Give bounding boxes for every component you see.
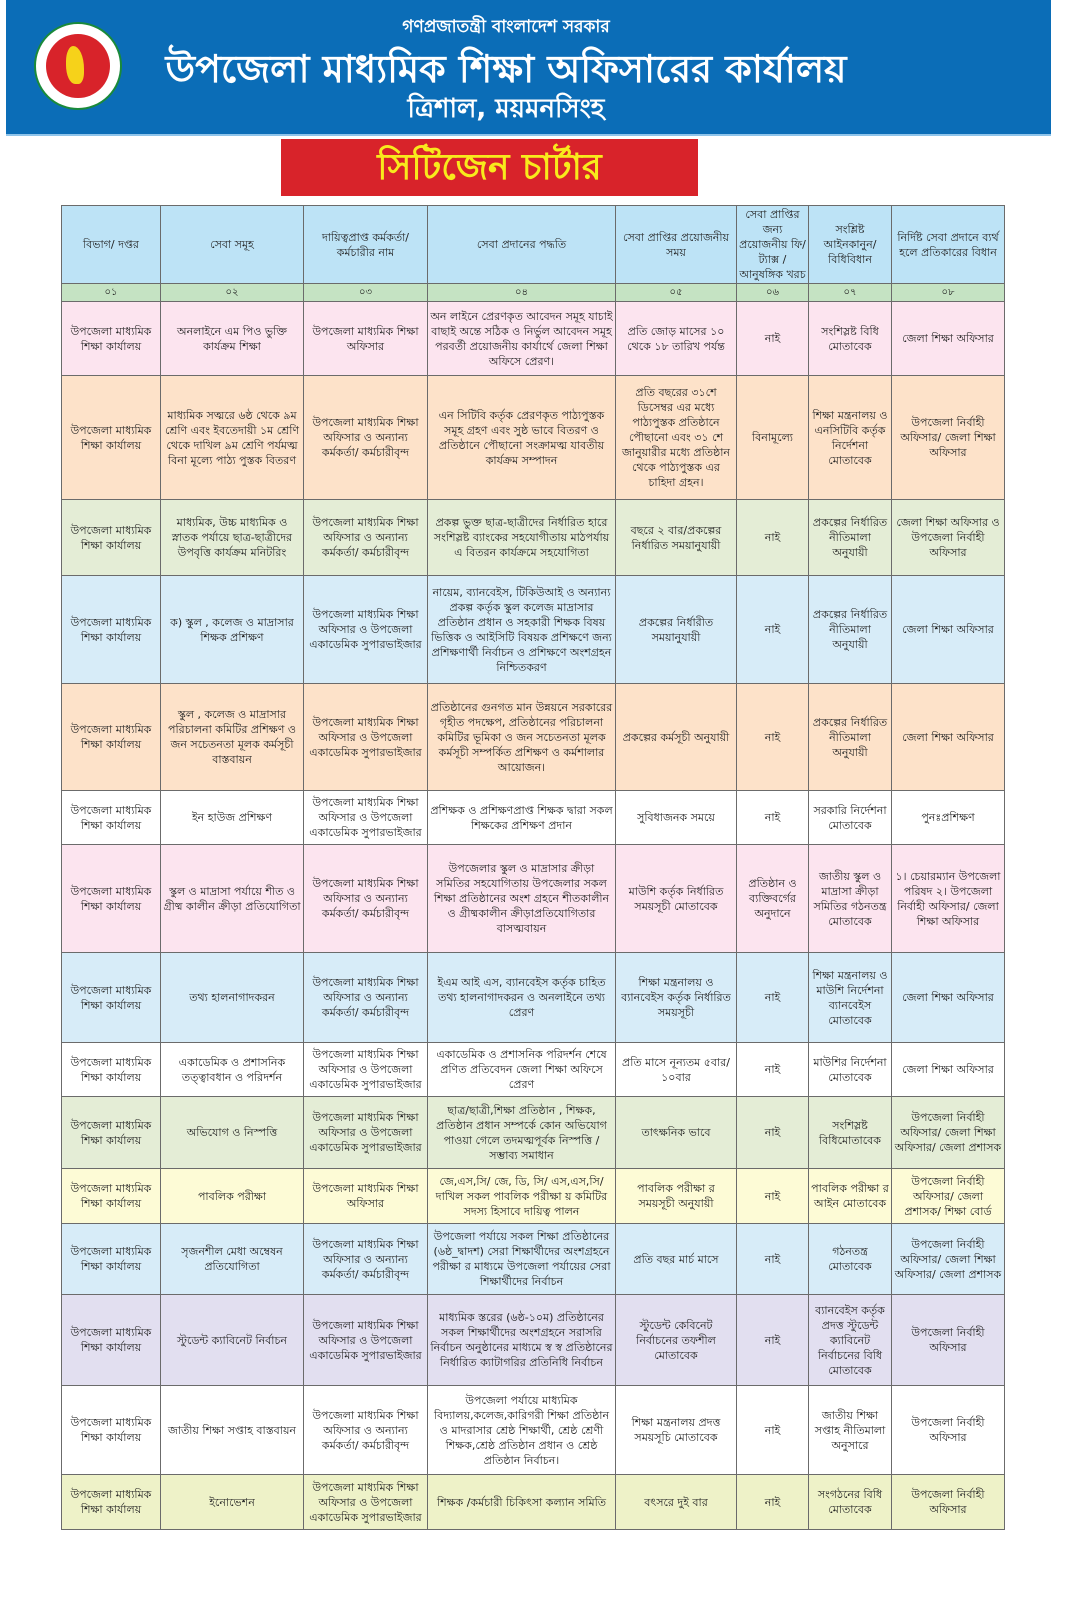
table-cell: উপজেলা মাধ্যমিক শিক্ষা অফিসার ও অন্যান্য কর্মকর্তা/ কর্মচারীবৃন্দ [304,500,428,576]
table-row [62,953,1005,1043]
table-cell: জেলা শিক্ষা অফিসার [892,953,1005,1043]
table-cell: ইন হাউজ প্রশিক্ষণ [161,791,304,845]
table-row [62,1386,1005,1475]
table-cell: উপজেলা মাধ্যমিক শিক্ষা কার্যালয় [62,791,161,845]
table-header-row [62,206,1005,284]
column-number: ০৭ [809,284,892,302]
table-cell: উপজেলা নির্বাহী অফিসার [892,1386,1005,1475]
table-cell: প্রকল্পের নির্ধারিত নীতিমালা অনুযায়ী [809,576,892,684]
table-row [62,1295,1005,1386]
table-cell: ব্যানবেইস কর্তৃক প্রদত্ত স্টুডেন্ট ক্যাবিনেট নির্বাচনের বিধি মোতাবেক [809,1295,892,1386]
table-cell: নাই [737,1224,809,1295]
government-name: গণপ্রজাতন্ত্রী বাংলাদেশ সরকার [402,17,610,37]
table-cell: উপজেলা মাধ্যমিক শিক্ষা অফিসার [304,1169,428,1224]
table-cell: উপজেলা মাধ্যমিক শিক্ষা কার্যালয় [62,845,161,953]
table-cell: উপজেলা মাধ্যমিক শিক্ষা অফিসার ও অন্যান্য কর্মকর্তা/ কর্মচারীবৃন্দ [304,1224,428,1295]
table-cell: সংশিস্লষ্ট বিধি মোতাবেক [809,302,892,376]
table-cell: পাবলিক পরীক্ষা র সময়সূচী অনুযায়ী [616,1169,737,1224]
column-number: ০৫ [616,284,737,302]
table-cell: নাই [737,1475,809,1530]
table-cell: নাই [737,684,809,791]
column-header: সেবা প্রাপ্তির জন্য প্রয়োজনীয় ফি/ট্যাক্স /আনুষঙ্গিক খরচ [737,206,809,284]
table-cell: নাই [737,1386,809,1475]
table-cell: নাই [737,1097,809,1169]
table-cell: জেলা শিক্ষা অফিসার ও উপজেলা নির্বাহী অফিসার [892,500,1005,576]
office-location: ত্রিশাল, ময়মনসিংহ [407,94,605,124]
table-cell: উপজেলা মাধ্যমিক শিক্ষা কার্যালয় [62,1224,161,1295]
table-cell: পাবলিক পরীক্ষা র আইন মোতাবেক [809,1169,892,1224]
table-cell: স্কুল ও মাদ্রাসা পর্যায়ে শীত ও গ্রীষ্ম কালীন ক্রীড়া প্রতিযোগিতা [161,845,304,953]
table-cell: গঠনতন্ত্র মোতাবেক [809,1224,892,1295]
column-number: ০৩ [304,284,428,302]
column-header: দায়িত্বপ্রাপ্ত কর্মকর্তা/ কর্মচারীর নাম [304,206,428,284]
table-cell: সংশিস্লষ্ট বিধিমোতাবেক [809,1097,892,1169]
table-cell: প্রকল্প ভুক্ত ছাত্র-ছাত্রীদের নির্ধারিত হারে সংশিস্লষ্ট ব্যাংকের সহযোগীতায় মাঠপর্যায় এ বিতরন কার্যক্রমে সহযোগিতা [428,500,616,576]
table-cell: উপজেলা মাধ্যমিক শিক্ষা কার্যালয় [62,1386,161,1475]
table-cell: উপজেলা মাধ্যমিক শিক্ষা অফিসার ও অন্যান্য কর্মকর্তা/ কর্মচারীবৃন্দ [304,376,428,500]
citizen-charter-table [61,205,1005,1530]
table-cell: একাডেমিক ও প্রশাসনিক তত্ত্বাবধান ও পরিদর্শন [161,1043,304,1097]
table-cell: উপজেলা নির্বাহী অফিসার/ জেলা শিক্ষা অফিসার [892,376,1005,500]
table-cell: নাই [737,953,809,1043]
table-cell: উপজেলা মাধ্যমিক শিক্ষা কার্যালয় [62,1295,161,1386]
table-cell: প্রকল্পের নির্ধারীত সময়ানুযায়ী [616,576,737,684]
column-number: ০৮ [892,284,1005,302]
table-cell: উপজেলা মাধ্যমিক শিক্ষা অফিসার ও উপজেলা একাডেমিক সুপারভাইজার [304,791,428,845]
column-header: বিভাগ/ দপ্তর [62,206,161,284]
table-cell: সংগঠনের বিধি মোতাবেক [809,1475,892,1530]
table-cell: শিক্ষা মন্ত্রনালয় ও মাউশি নির্দেশনা ব্যানবেইস মোতাবেক [809,953,892,1043]
column-number-row [62,284,1005,302]
table-cell: উপজেলা মাধ্যমিক শিক্ষা অফিসার ও উপজেলা একাডেমিক সুপারভাইজার [304,684,428,791]
table-row [62,1169,1005,1224]
table-cell: উপজেলা পর্যায়ে সকল শিক্ষা প্রতিষ্ঠানের (৬ষ্ঠ_দ্বাদশ) সেরা শিক্ষার্থীদের অংশগ্রহনে পরীক্ষা র মাধ্যমে উপজেলা পর্যায়ের সেরা শিক্ষার্থীদের নির্বাচন [428,1224,616,1295]
table-cell: বিনামূল্যে [737,376,809,500]
table-cell: প্রকল্পের নির্ধারিত নীতিমালা অনুযায়ী [809,684,892,791]
table-cell: অন লাইনে প্রেরণকৃত আবেদন সমূহ যাচাই বাছাই অন্তে সঠিক ও নির্ভুল আবেদন সমূহ পরবর্তী প্রয়োজনীয় কার্যার্থে জেলা শিক্ষা অফিসে প্রেরণ। [428,302,616,376]
table-cell: উপজেলা মাধ্যমিক শিক্ষা অফিসার ও উপজেলা একাডেমিক সুপারভাইজার [304,1097,428,1169]
table-cell: উপজেলা মাধ্যমিক শিক্ষা কার্যালয় [62,500,161,576]
table-cell: উপজেলা মাধ্যমিক শিক্ষা কার্যালয় [62,953,161,1043]
table-cell: উপজেলা মাধ্যমিক শিক্ষা কার্যালয় [62,302,161,376]
table-cell: জাতীয় শিক্ষা সপ্তাহ নীতিমালা অনুসারে [809,1386,892,1475]
table-cell: উপজেলা মাধ্যমিক শিক্ষা কার্যালয় [62,576,161,684]
table-cell: উপজেলা মাধ্যমিক শিক্ষা অফিসার ও অন্যান্য কর্মকর্তা/ কর্মচারীবৃন্দ [304,845,428,953]
table-cell: প্রতিষ্ঠানের গুনগত মান উন্নয়নে সরকারের গৃহীত পদক্ষেপ, প্রতিষ্ঠানের পরিচালনা কমিটির ভূমিকা ও জন সচেতনতা মূলক কর্মসূচী সম্পর্কিত প্রশিক্ষণ ও কর্মশালার আয়োজন। [428,684,616,791]
table-row [62,684,1005,791]
table-cell: স্টুডেন্ট ক্যাবিনেট নির্বাচন [161,1295,304,1386]
table-cell: সুবিধাজনক সময়ে [616,791,737,845]
table-cell: ছাত্র/ছাত্রী,শিক্ষা প্রতিষ্ঠান , শিক্ষক, প্রতিষ্ঠান প্রধান সম্পর্কে কোন অভিযোগ পাওয়া গেলে তদমত্মপূর্বক নিস্পত্তি / সম্ভাব্য সমাধান [428,1097,616,1169]
column-header: সেবা প্রদানের পদ্ধতি [428,206,616,284]
table-cell: প্রতি জোড় মাসের ১০ থেকে ১৮ তারিখ পর্যন্ত [616,302,737,376]
table-cell: নাই [737,1169,809,1224]
table-cell: এন সিটিবি কর্তৃক প্রেরণকৃত পাঠ্যপুস্তক সমূহ গ্রহণ এবং সুষ্ঠ ভাবে বিতরণ ও প্রতিষ্ঠানে পৌছানো সংক্রামত্ম যাবতীয় কার্যক্রম সম্পাদন [428,376,616,500]
table-cell: নাই [737,1043,809,1097]
table-cell: উপজেলা পর্যায়ে মাধ্যমিক বিদ্যালয়,কলেজ,কারিগরী শিক্ষা প্রতিষ্ঠান ও মাদরাসার শ্রেষ্ঠ শিক্ষার্থী, শ্রেষ্ঠ শ্রেণী শিক্ষক,শ্রেষ্ঠ প্রতিষ্ঠান প্রধান ও শ্রেষ্ঠ প্রতিষ্ঠান নির্বাচন। [428,1386,616,1475]
table-cell: শিক্ষা মন্ত্রনালয় ও ব্যানবেইস কর্তৃক নির্ধারিত সময়সূচী [616,953,737,1043]
table-cell: নাই [737,302,809,376]
table-cell: নাই [737,1295,809,1386]
table-cell: জাতীয় শিক্ষা সপ্তাহ বাস্তবায়ন [161,1386,304,1475]
table-cell: প্রতি মাসে নূন্যতম ৫বার/ ১০বার [616,1043,737,1097]
table-cell: উপজেলা মাধ্যমিক শিক্ষা কার্যালয় [62,1043,161,1097]
table-cell: প্রকল্পের কর্মসূচী অনুযায়ী [616,684,737,791]
header-banner [6,0,1051,136]
table-cell: উপজেলা মাধ্যমিক শিক্ষা অফিসার ও উপজেলা একাডেমিক সুপারভাইজার [304,576,428,684]
table-cell: উপজেলা মাধ্যমিক শিক্ষা অফিসার ও অন্যান্য কর্মকর্তা/ কর্মচারীবৃন্দ [304,1386,428,1475]
table-cell: ইনোভেশন [161,1475,304,1530]
table-cell: উপজেলা মাধ্যমিক শিক্ষা অফিসার ও অন্যান্য কর্মকর্তা/ কর্মচারীবৃন্দ [304,953,428,1043]
table-cell: উপজেলা নির্বাহী অফিসার/ জেলা প্রশাসক/ শিক্ষা বোর্ড [892,1169,1005,1224]
column-number: ০৬ [737,284,809,302]
table-cell: মাধ্যমিক সত্মরে ৬ষ্ঠ থেকে ৯ম শ্রেণি এবং ইবতেদায়ী ১ম শ্রেণি থেকে দাখিল ৯ম শ্রেণি পর্যমত্ম বিনা মূল্যে পাঠ্য পুস্তক বিতরণ [161,376,304,500]
table-cell: নাই [737,576,809,684]
table-cell: জেলা শিক্ষা অফিসার [892,302,1005,376]
table-cell: অভিযোগ ও নিস্পত্তি [161,1097,304,1169]
table-cell: ১। চেয়ারম্যান উপজেলা পরিষদ ২। উপজেলা নির্বাহী অফিসার/ জেলা শিক্ষা অফিসার [892,845,1005,953]
table-cell: নায়েম, ব্যানবেইস, টিকিউআই ও অন্যান্য প্রকল্প কর্তৃক স্কুল কলেজ মাদ্রাসার প্রতিষ্ঠান প্রধান ও সহকারী শিক্ষক বিষয় ভিত্তিক ও আইসিটি বিষয়ক প্রশিক্ষণে জন্য প্রশিক্ষণার্থী নির্বাচন ও প্রশিক্ষণে অংশগ্রহন নিশ্চিতকরণ [428,576,616,684]
table-row [62,845,1005,953]
table-cell: জেলা শিক্ষা অফিসার [892,1043,1005,1097]
table-cell: তাৎক্ষনিক ভাবে [616,1097,737,1169]
table-cell: প্রশিক্ষক ও প্রশিক্ষণপ্রাপ্ত শিক্ষক দ্বারা সকল শিক্ষকের প্রশিক্ষণ প্রদান [428,791,616,845]
table-cell: উপজেলা নির্বাহী অফিসার [892,1295,1005,1386]
table-cell: উপজেলা মাধ্যমিক শিক্ষা অফিসার ও উপজেলা একাডেমিক সুপারভাইজার [304,1475,428,1530]
table-cell: নাই [737,500,809,576]
table-cell: অনলাইনে এম পিও ভুক্তি কার্যক্রম শিক্ষা [161,302,304,376]
table-cell: মাধ্যমিক স্তরের (৬ষ্ঠ-১০ম) প্রতিষ্ঠানের সকল শিক্ষার্থীদের অংশগ্রহনে সরাসরি নির্বাচন অনুষ্ঠানের মাধ্যমে স্ব স্ব প্রতিষ্ঠানের নির্ধারিত ক্যাটাগরির প্রতিনিধি নির্বাচন [428,1295,616,1386]
table-cell: বৎসরে দুই বার [616,1475,737,1530]
office-title: উপজেলা মাধ্যমিক শিক্ষা অফিসারের কার্যালয় [165,47,847,91]
table-cell: জাতীয় স্কুল ও মাদ্রাসা ক্রীড়া সমিতির গঠনতন্ত্র মোতাবেক [809,845,892,953]
column-header: সেবা সমূহ [161,206,304,284]
table-cell: পুনঃপ্রশিক্ষণ [892,791,1005,845]
column-number: ০২ [161,284,304,302]
table-cell: উপজেলা মাধ্যমিক শিক্ষা অফিসার ও উপজেলা একাডেমিক সুপারভাইজার [304,1043,428,1097]
table-cell: স্কুল , কলেজ ও মাদ্রাসার পরিচালনা কমিটির প্রশিক্ষণ ও জন সচেতনতা মূলক কর্মসূচী বাস্তবায়ন [161,684,304,791]
table-cell: উপজেলা নির্বাহী অফিসার/ জেলা শিক্ষা অফিসার/ জেলা প্রশাসক [892,1224,1005,1295]
table-cell: উপজেলার স্কুল ও মাদ্রাসার ক্রীড়া সমিতির সহযোগিতায় উপজেলার সকল শিক্ষা প্রতিষ্ঠানের অংশ গ্রহনে শীতকালীন ও গ্রীষ্মকালীন ক্রীড়াপ্রতিযোগিতার বাসত্মবায়ন [428,845,616,953]
table-cell: সৃজনশীল মেধা অম্বেষন প্রতিযোগিতা [161,1224,304,1295]
table-row [62,302,1005,376]
table-cell: উপজেলা মাধ্যমিক শিক্ষা কার্যালয় [62,684,161,791]
table-cell: উপজেলা মাধ্যমিক শিক্ষা কার্যালয় [62,1097,161,1169]
citizen-charter-title: সিটিজেন চার্টার [281,139,698,196]
table-cell: নাই [737,791,809,845]
table-row [62,576,1005,684]
table-cell: প্রকল্পের নির্ধারিত নীতিমালা অনুযায়ী [809,500,892,576]
table-cell: স্টুডেন্ট কেবিনেট নির্বাচনের তফশীল মোতাবেক [616,1295,737,1386]
table-cell: উপজেলা নির্বাহী অফিসার/ জেলা শিক্ষা অফিসার/ জেলা প্রশাসক [892,1097,1005,1169]
table-cell: উপজেলা মাধ্যমিক শিক্ষা অফিসার ও উপজেলা একাডেমিক সুপারভাইজার [304,1295,428,1386]
table-cell: উপজেলা মাধ্যমিক শিক্ষা কার্যালয় [62,376,161,500]
column-header: নির্দিষ্ট সেবা প্রদানে ব্যর্থ হলে প্রতিকারের বিধান [892,206,1005,284]
table-cell: উপজেলা মাধ্যমিক শিক্ষা অফিসার [304,302,428,376]
table-row [62,1043,1005,1097]
table-cell: প্রতি বছরের ৩১শে ডিসেম্বর এর মধ্যে পাঠ্যপুস্তক প্রতিষ্ঠানে পৌছানো এবং ৩১ শে জানুয়ারীর মধ্যে প্রতিষ্ঠান থেকে পাঠ্যপুস্তক এর চাহিদা গ্রহন। [616,376,737,500]
table-cell: মাউশি কর্তৃক নির্ধারিত সময়সূচী মোতাবেক [616,845,737,953]
table-cell: ক) স্কুল , কলেজ ও মাদ্রাসার শিক্ষক প্রশিক্ষণ [161,576,304,684]
table-cell: জে,এস,সি/ জে, ডি, সি/ এস,এস,সি/ দাখিল সকল পাবলিক পরীক্ষা য় কমিটির সদস্য হিসাবে দায়িত্ব পালন [428,1169,616,1224]
table-cell: উপজেলা নির্বাহী অফিসার [892,1475,1005,1530]
table-cell: ইএম আই এস, ব্যানবেইস কর্তৃক চাহিত তথ্য হালনাগাদকরন ও অনলাইনে তথ্য প্রেরণ [428,953,616,1043]
table-cell: প্রতি বছর মার্চ মাসে [616,1224,737,1295]
table-cell: তথ্য হালনাগাদকরন [161,953,304,1043]
table-cell: প্রতিষ্ঠান ও ব্যক্তিবর্গের অনুদানে [737,845,809,953]
table-row [62,1224,1005,1295]
table-row [62,1097,1005,1169]
table-cell: শিক্ষক /কর্মচারী চিকিৎসা কল্যান সমিতি [428,1475,616,1530]
table-cell: জেলা শিক্ষা অফিসার [892,684,1005,791]
column-header: সেবা প্রাপ্তির প্রয়োজনীয় সময় [616,206,737,284]
table-cell: জেলা শিক্ষা অফিসার [892,576,1005,684]
table-cell: একাডেমিক ও প্রশাসনিক পরিদর্শন শেষে প্রণিত প্রতিবেদন জেলা শিক্ষা অফিসে প্রেরণ [428,1043,616,1097]
table-cell: মাউশির নির্দেশনা মোতাবেক [809,1043,892,1097]
table-cell: উপজেলা মাধ্যমিক শিক্ষা কার্যালয় [62,1169,161,1224]
table-row [62,791,1005,845]
column-number: ০১ [62,284,161,302]
table-cell: বছরে ২ বার/প্রকল্পের নির্ধারিত সময়ানুযায়ী [616,500,737,576]
table-cell: শিক্ষা মন্ত্রনালয় ও এনসিটিবি কর্তৃক নির্দেশনা মোতাবেক [809,376,892,500]
table-cell: মাধ্যমিক, উচ্চ মাধ্যমিক ও স্নাতক পর্যায়ে ছাত্র-ছাত্রীদের উপবৃত্তি কার্যক্রম মনিটরিং [161,500,304,576]
column-number: ০৪ [428,284,616,302]
table-cell: সরকারি নির্দেশনা মোতাবেক [809,791,892,845]
table-row [62,376,1005,500]
table-cell: পাবলিক পরীক্ষা [161,1169,304,1224]
table-row [62,1475,1005,1530]
table-cell: শিক্ষা মন্ত্রনালয় প্রদত্ত সময়সূচি মোতাবেক [616,1386,737,1475]
column-header: সংশ্লিষ্ট আইনকানুন/ বিধিবিধান [809,206,892,284]
table-cell: উপজেলা মাধ্যমিক শিক্ষা কার্যালয় [62,1475,161,1530]
table-row [62,500,1005,576]
